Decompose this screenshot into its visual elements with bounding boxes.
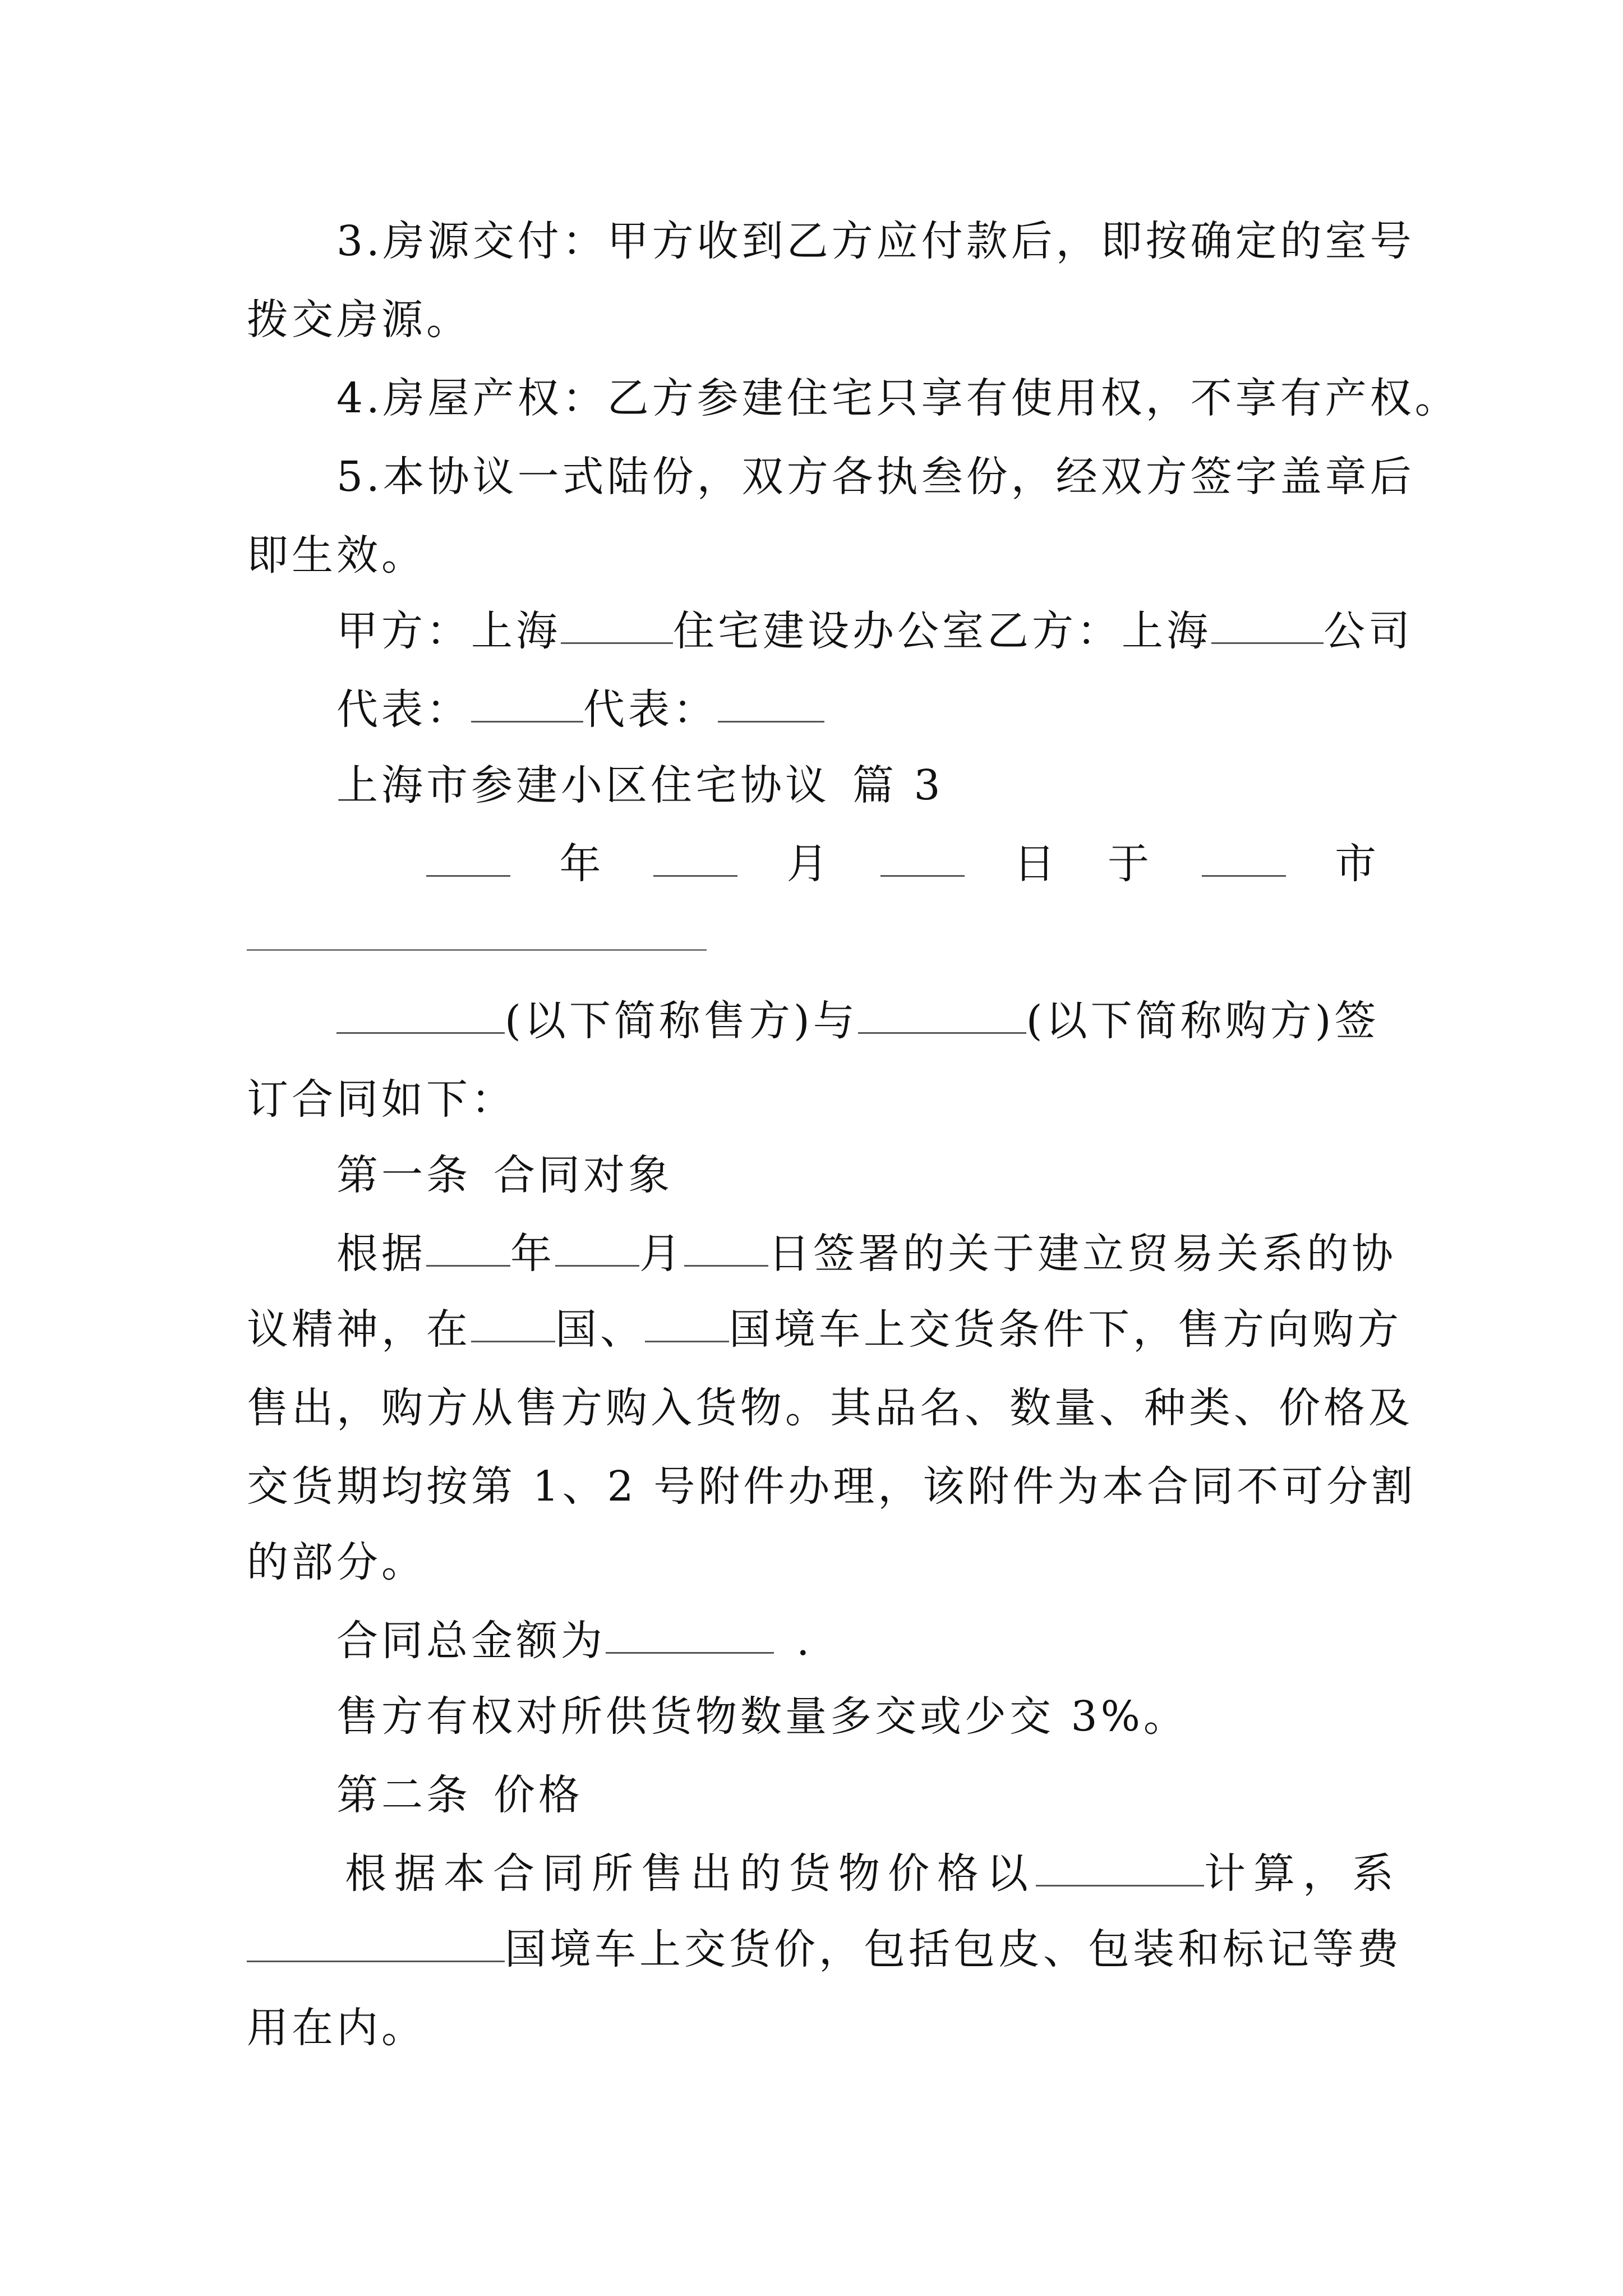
paragraph-line: 订合同如下： [247,1075,516,1124]
blank-field [471,682,583,723]
paragraph-line: 根据本合同所售出的货物价格以 计算，系 [345,1846,1380,1902]
blank-field [1202,836,1286,877]
blank-field [555,1226,639,1267]
blank-field [247,949,707,951]
paragraph-line: 根据 年 月 日签署的关于建立贸易关系的协 [336,1226,1380,1282]
blank-field [1036,1846,1204,1887]
blank-field [645,1301,729,1342]
date-place-line: 年 月 日 于 市 [426,836,1380,892]
blank-field [426,1226,510,1267]
blank-field [471,1301,555,1342]
paragraph-line: 即生效。 [247,531,426,579]
blank-field [561,603,673,644]
paragraph-line: 合同总金额为 . [336,1613,1380,1669]
blank-field [880,836,965,877]
paragraph-line: (以下简称售方)与 (以下简称购方)签 [336,993,1380,1049]
blank-field [426,836,510,877]
blank-field [247,1921,505,1962]
blank-field [718,682,824,723]
article-heading: 第二条 价格 [336,1771,583,1819]
blank-field [336,993,505,1034]
blank-field [653,836,737,877]
paragraph-line: 议精神，在 国、 国境车上交货条件下，售方向购方 [247,1301,1380,1358]
article-heading: 第一条 合同对象 [336,1151,673,1199]
paragraph-line: 交货期均按第 1、2 号附件办理，该附件为本合同不可分割 [247,1462,1417,1511]
paragraph-line: 用在内。 [247,2004,426,2052]
blank-field [1211,603,1324,644]
blank-field [858,993,1026,1034]
paragraph-line: 4.房屋产权：乙方参建住宅只享有使用权，不享有产权。 [336,374,1460,422]
signature-line-party-a: 甲方：上海 住宅建设办公室乙方：上海 公司 [336,603,1380,659]
paragraph-line: 售出，购方从售方购入货物。其品名、数量、种类、价格及 [247,1384,1413,1432]
paragraph-line: 5.本协议一式陆份，双方各执叁份，经双方签字盖章后 [336,453,1415,501]
paragraph-line: 国境车上交货价，包括包皮、包装和标记等费 [247,1921,1380,1977]
paragraph-line: 的部分。 [247,1538,426,1586]
signature-line-representative: 代表： 代表： [336,682,1380,738]
paragraph-line: 售方有权对所供货物数量多交或少交 3%。 [336,1692,1188,1741]
paragraph-line: 3.房源交付：甲方收到乙方应付款后，即按确定的室号 [336,217,1415,265]
section-heading: 上海市参建小区住宅协议 篇 3 [336,761,944,809]
blank-field [606,1613,774,1654]
blank-field [684,1226,768,1267]
paragraph-line: 拨交房源。 [247,296,471,344]
